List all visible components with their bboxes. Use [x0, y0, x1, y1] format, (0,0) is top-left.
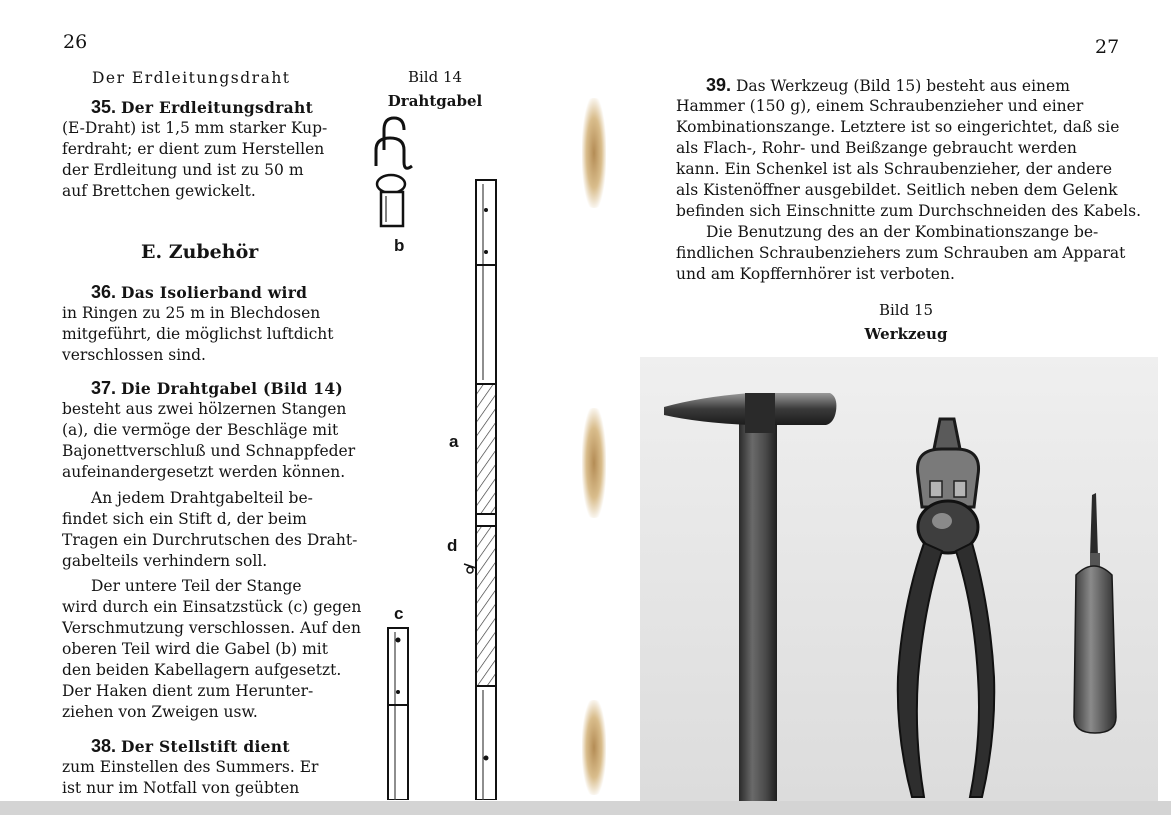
- paragraph-line: Tragen ein Durchrutschen des Draht-: [62, 531, 358, 549]
- section-heading: Der Erdleitungsdraht: [92, 69, 291, 87]
- figure-14-caption-title: Drahtgabel: [387, 92, 483, 110]
- item-39-line: als Flach-, Rohr- und Beißzange gebraucht werden: [676, 139, 1077, 157]
- figure-15-caption-title: Werkzeug: [864, 325, 948, 343]
- gutter-stain: [582, 408, 606, 518]
- page-number-left: 26: [63, 31, 88, 53]
- paragraph-line: gabelteils verhindern soll.: [62, 552, 268, 570]
- fork-b: [376, 118, 412, 193]
- page-number-right: 27: [1095, 36, 1120, 58]
- fork-b-socket: [381, 192, 403, 226]
- paragraph-line: Der Haken dient zum Herunter-: [62, 682, 314, 700]
- item-37-first-line: 37. Die Drahtgabel (Bild 14): [91, 378, 344, 398]
- item-37-line: aufeinandergesetzt werden können.: [62, 463, 346, 481]
- item-39-number: 39.: [706, 75, 732, 95]
- paragraph-line: An jedem Drahtgabelteil be-: [91, 489, 313, 507]
- item-37-line: Bajonettverschluß und Schnappfeder: [62, 442, 356, 460]
- figure-15-caption-number: Bild 15: [878, 301, 934, 319]
- figure-15-werkzeug-photo: [640, 357, 1158, 801]
- bottom-scan-strip: [0, 801, 1171, 815]
- left-page: [0, 0, 586, 800]
- figure-14-label-b: b: [394, 236, 405, 255]
- item-39-first-line: 39. Das Werkzeug (Bild 15) besteht aus einem: [706, 75, 1070, 95]
- item-35-line: ferdraht; er dient zum Herstellen: [62, 140, 325, 158]
- item-39-line: befinden sich Einschnitte zum Durchschneiden des Kabels.: [676, 202, 1142, 220]
- item-35-first-line: 35. Der Erdleitungsdraht: [91, 97, 314, 117]
- figure-14-caption-number: Bild 14: [407, 68, 463, 86]
- item-35-line: auf Brettchen gewickelt.: [62, 182, 256, 200]
- item-36-line: mitgeführt, die möglichst luftdicht: [62, 325, 334, 343]
- item-36-line: verschlossen sind.: [62, 346, 206, 364]
- paragraph-line: oberen Teil wird die Gabel (b) mit: [62, 640, 328, 658]
- item-36-line: in Ringen zu 25 m in Blechdosen: [62, 304, 321, 322]
- pin-d: [464, 564, 476, 573]
- item-35-number: 35.: [91, 97, 117, 117]
- item-39-line: kann. Ein Schenkel ist als Schraubenzieher, der andere: [676, 160, 1113, 178]
- item-39-line: Die Benutzung des an der Kombinationszange be-: [706, 223, 1099, 241]
- gutter-stain: [582, 700, 606, 795]
- paragraph-line: den beiden Kabellagern aufgesetzt.: [62, 661, 342, 679]
- right-page: [586, 0, 1171, 800]
- item-36-number: 36.: [91, 282, 117, 302]
- item-37-line: besteht aus zwei hölzernen Stangen: [62, 400, 347, 418]
- pole-a: [476, 384, 496, 800]
- item-37-line: (a), die vermöge der Beschläge mit: [62, 421, 339, 439]
- item-35-line: der Erdleitung und ist zu 50 m: [62, 161, 304, 179]
- figure-14-label-a: a: [449, 432, 459, 451]
- chapter-heading: E. Zubehör: [141, 241, 259, 263]
- paragraph-line: findet sich ein Stift d, der beim: [62, 510, 307, 528]
- item-39-line: und am Kopffernhörer ist verboten.: [676, 265, 955, 283]
- paragraph-line: ziehen von Zweigen usw.: [62, 703, 258, 721]
- item-37-number: 37.: [91, 378, 117, 398]
- item-39-line: als Kistenöffner ausgebildet. Seitlich neben dem Gelenk: [676, 181, 1118, 199]
- gutter-stain: [582, 98, 606, 208]
- item-39-line: findlichen Schraubenziehers zum Schrauben am Apparat: [676, 244, 1126, 262]
- plug-c: [388, 628, 408, 800]
- item-38-number: 38.: [91, 736, 117, 756]
- paragraph-line: Verschmutzung verschlossen. Auf den: [62, 619, 361, 637]
- item-35-line: (E-Draht) ist 1,5 mm starker Kup-: [62, 119, 328, 137]
- item-38-first-line: 38. Der Stellstift dient: [91, 736, 290, 756]
- item-36-first-line: 36. Das Isolierband wird: [91, 282, 308, 302]
- item-39-line: Hammer (150 g), einem Schraubenzieher und einer: [676, 97, 1084, 115]
- paragraph-line: Der untere Teil der Stange: [91, 577, 302, 595]
- item-39-line: Kombinationszange. Letztere ist so eingerichtet, daß sie: [676, 118, 1120, 136]
- item-38-line: zum Einstellen des Summers. Er: [62, 758, 319, 776]
- figure-14-label-c: c: [394, 604, 404, 623]
- pole-upper-fitting: [476, 180, 496, 384]
- paragraph-line: wird durch ein Einsatzstück (c) gegen: [62, 598, 362, 616]
- item-38-line: ist nur im Notfall von geübten: [62, 779, 300, 797]
- figure-14-label-d: d: [447, 536, 458, 555]
- figure-14-drahtgabel-drawing: [350, 100, 530, 800]
